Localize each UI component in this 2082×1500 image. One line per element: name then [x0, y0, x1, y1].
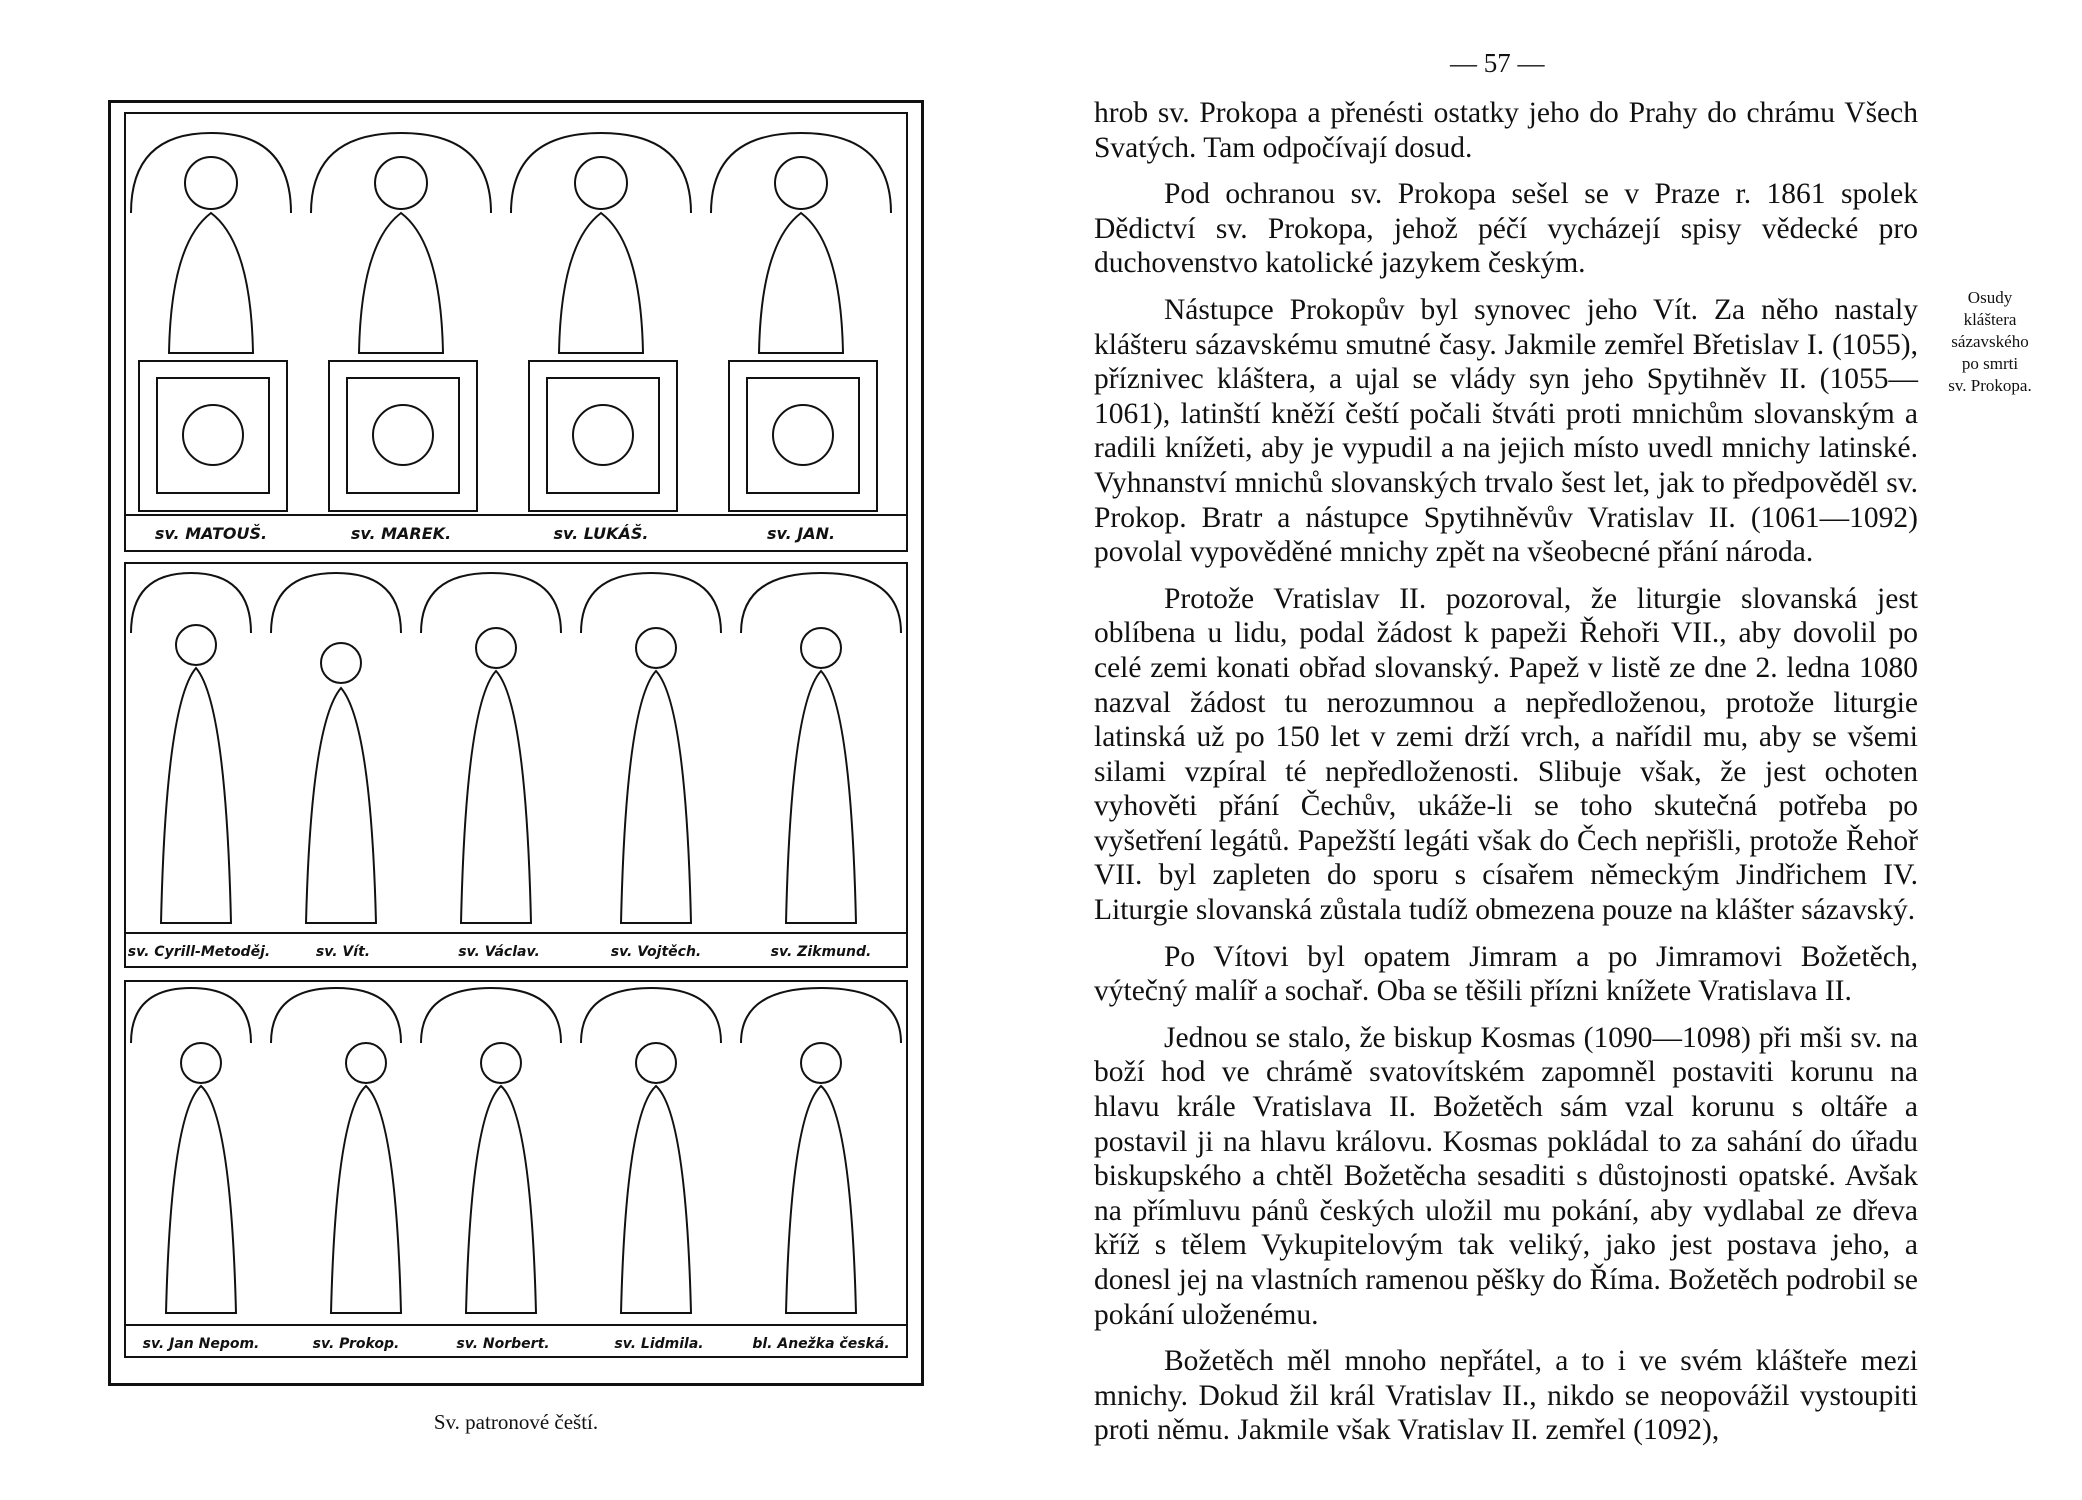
- margin-note-line: sv. Prokopa.: [1948, 376, 2032, 395]
- paragraph: Protože Vratislav II. pozoroval, že liturgie slovanská jest oblíbena u lidu, podal žádost k papeži Řehoři VII., aby dovolil po celé zemi konati obřad slovanský. Papež v listě ze dne 2. ledna 1080 nazval žádost tu nerozumnou a nepředloženou, protože liturgie latinská už po 150 let v zemi drží vrch, a nařídil mu, aby se všemi silami vzpíral té nepředloženosti. Slibuje však, že jest ochoten vyhověti přání Čechův, ukáže-li se toho skutečná potřeba po vyšetření legátů. Papežští legáti však do Čech nepřišli, protože Řehoř VII. byl zapleten do sporu s císařem německým Jindřichem IV. Liturgie slovanská zůstala tudíž obmezena pouze na klášter sázavský.: [1094, 582, 1918, 927]
- label-prokop: sv. Prokop.: [312, 1336, 400, 1352]
- label-lidmila: sv. Lidmila.: [614, 1336, 704, 1352]
- row2-arches: [131, 573, 901, 633]
- page-number: — 57 —: [1450, 48, 1545, 78]
- label-norbert: sv. Norbert.: [456, 1336, 550, 1352]
- paragraph: Jednou se stalo, že biskup Kosmas (1090—1098) při mši sv. na boží hod ve chrámě svatovítském zapomněl postaviti korunu na hlavu krále Vratislava II. Božetěch sám vzal korunu s oltáře a postavil ji na hlavu královu. Kosmas pokládal to za sahání do úřadu biskupského a chtěl Božetěcha sesaditi s důstojnosti opatské. Avšak na přímluvu pánů českých uložil mu pokání, aby vydlabal ze dřeva kříž s tělem Vykupitelovým tak veliký, jako jest postava jeho, a donesl jej na vlastních ramenou pěšky do Říma. Božetěch podrobil se pokání uloženému.: [1094, 1021, 1918, 1331]
- evangelist-figures: [169, 157, 843, 353]
- label-anezka: bl. Anežka česká.: [752, 1336, 890, 1352]
- margin-note-line: kláštera: [1963, 310, 2017, 329]
- paragraph: Po Vítovi byl opatem Jimram a po Jimramovi Božetěch, výtečný malíř a sochař. Oba se těšili přízni knížete Vratislava II.: [1094, 940, 1918, 1008]
- label-vaclav: sv. Václav.: [458, 944, 540, 960]
- evangelist-pedestals: [139, 361, 877, 511]
- label-vojtech: sv. Vojtěch.: [610, 944, 702, 960]
- paragraph: Božetěch měl mnoho nepřátel, a to i ve svém klášteře mezi mnichy. Dokud žil král Vratislav II., nikdo se neopovážil vystoupiti proti němu. Jakmile však Vratislav II. zemřel (1092),: [1094, 1345, 1918, 1447]
- margin-note-line: Osudy: [1967, 288, 2013, 307]
- label-cyrill-metodej: sv. Cyrill-Metoděj.: [127, 944, 271, 960]
- paragraph: hrob sv. Prokopa a přenésti ostatky jeho do Prahy do chrámu Všech Svatých. Tam odpočívají dosud.: [1094, 97, 1918, 164]
- label-lukas: sv. LUKÁŠ.: [553, 524, 649, 543]
- margin-note-line: sázavského: [1951, 332, 2029, 351]
- label-vit: sv. Vít.: [315, 944, 371, 960]
- label-marek: sv. MAREK.: [350, 524, 452, 543]
- row2-figures: [161, 625, 856, 923]
- margin-note-line: po smrti: [1961, 354, 2019, 373]
- paragraph: Pod ochranou sv. Prokopa sešel se v Praze r. 1861 spolek Dědictví sv. Prokopa, jehož péčí vycházejí spisy vědecké pro duchovenstvo katolické jazykem českým.: [1094, 178, 1918, 280]
- evangelist-symbols: [183, 405, 833, 465]
- label-jan-nepom: sv. Jan Nepom.: [142, 1336, 260, 1352]
- plate-caption: Sv. patronové čeští.: [433, 1410, 599, 1434]
- row3-figures: [166, 1043, 856, 1313]
- body-text: [1094, 96, 1918, 1460]
- row3-arches: [131, 988, 901, 1043]
- label-matous: sv. MATOUŠ.: [154, 524, 268, 543]
- saints-illustration-plate: [108, 100, 924, 1386]
- paragraph: Nástupce Prokopův byl synovec jeho Vít. Za něho nastaly klášteru sázavskému smutné časy. Jakmile zemřel Břetislav I. (1055), příznivec kláštera, a ujal se vlády syn jeho Spytihněv II. (1055—1061), latinští kněží čeští počali štváti proti mnichům slovanským a radili knížeti, aby je vypudil a na jejich místo uvedl mnichy latinské. Vyhnanství mnichů slovanských trvalo šest let, jak to předpověděl sv. Prokop. Bratr a nástupce Spytihněvův Vratislav II. (1061—1092) povolal vypověděné mnichy zpět na všeobecné přání národa.: [1094, 293, 1918, 569]
- label-jan: sv. JAN.: [766, 524, 836, 543]
- saints-engraving: [111, 103, 921, 1383]
- margin-note: [1920, 287, 2060, 397]
- label-zikmund: sv. Zikmund.: [770, 944, 872, 960]
